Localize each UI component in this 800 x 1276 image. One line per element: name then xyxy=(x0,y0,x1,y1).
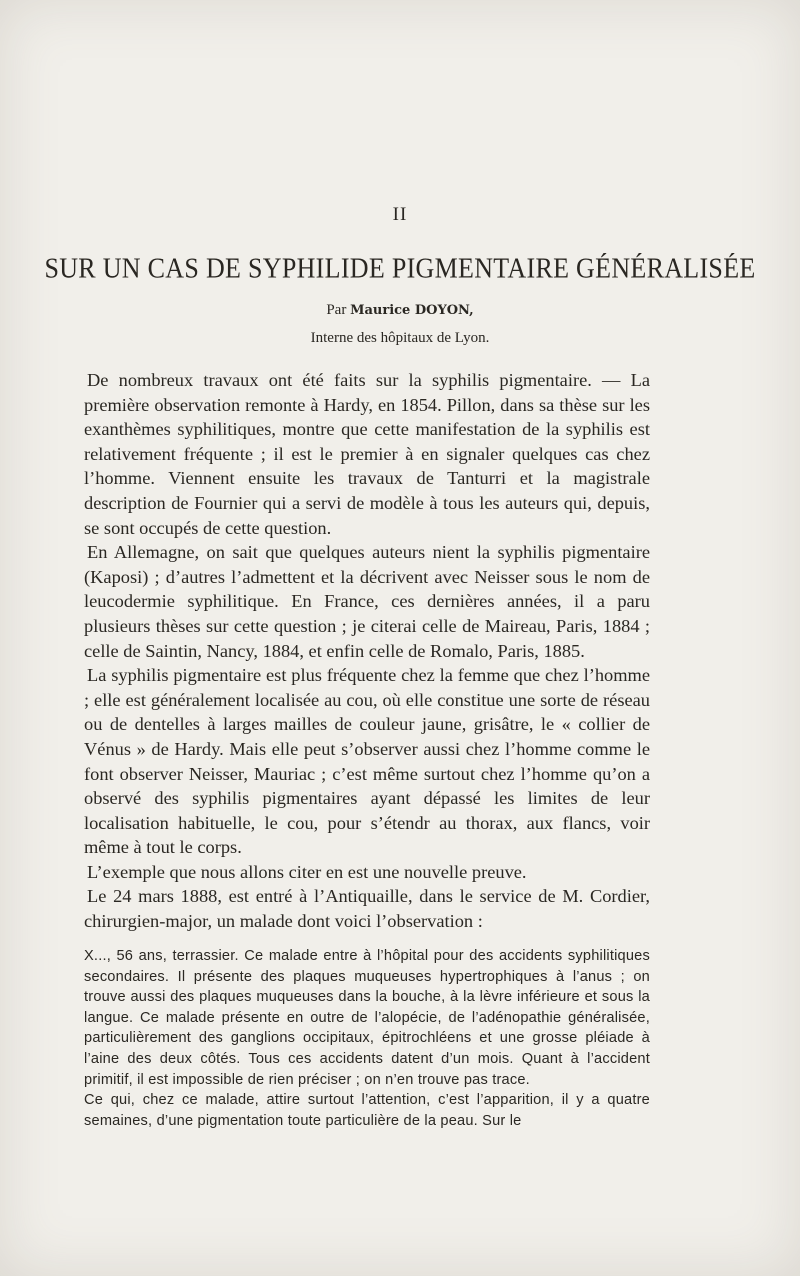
section-number: II xyxy=(392,204,408,225)
observation-paragraph: Ce qui, chez ce malade, attire surtout l’attention, c’est l’apparition, il y a quatre semaines, d’une pigmentation toute particulière de la peau. Sur le xyxy=(84,1092,650,1129)
main-text xyxy=(84,368,650,934)
author-affiliation: Interne des hôpitaux de Lyon. xyxy=(310,330,490,346)
observation-paragraph: X..., 56 ans, terrassier. Ce malade entre à l’hôpital pour des accidents syphilitiques secondaires. Il présente des plaques muqueuses hypertrophiques à l’anus ; on trouve aussi des plaques muqueuses dans la bouche, à la lèvre inférieure et sous la langue. Ce malade présente en outre de l’alopécie, de l’adénopathie généralisée, particulièrement des ganglions occipitaux, épitrochléens et une grosse pléiade à l’aine des deux côtés. Tous ces accidents datent d’un mois. Quant à l’accident primitif, il est impossible de rien préciser ; on n’en trouve pas trace. xyxy=(84,948,650,1088)
paragraph: L’exemple que nous allons citer en est une nouvelle preuve. xyxy=(87,861,527,882)
author-name: Maurice DOYON, xyxy=(350,303,474,318)
paragraph: Le 24 mars 1888, est entré à l’Antiquaille, dans le service de M. Cordier, chirurgien-major, un malade dont voici l’observation : xyxy=(84,886,650,932)
byline-prefix: Par xyxy=(326,302,347,318)
article-title: SUR UN CAS DE SYPHILIDE PIGMENTAIRE GÉNÉRALISÉE xyxy=(44,252,756,285)
paragraph: De nombreux travaux ont été faits sur la syphilis pigmentaire. — La première observation remonte à Hardy, en 1854. Pillon, dans sa thèse sur les exanthèmes syphilitiques, montre que cette manifestation de la syphilis est relativement fréquente ; il est le premier à en signaler quelques cas chez l’homme. Viennent ensuite les travaux de Tanturri et la magistrale description de Fournier qui a servi de modèle à tous les auteurs qui, depuis, se sont occupés de cette question. xyxy=(84,370,650,538)
byline xyxy=(0,302,800,319)
observation-text xyxy=(84,946,650,1131)
paragraph: En Allemagne, on sait que quelques auteurs nient la syphilis pigmentaire (Kaposi) ; d’autres l’admettent et la décrivent avec Neisser sous le nom de leucodermie syphilitique. En France, ces dernières années, il a paru plusieurs thèses sur cette question ; je citerai celle de Maireau, Paris, 1884 ; celle de Saintin, Nancy, 1884, et enfin celle de Romalo, Paris, 1885. xyxy=(84,542,650,661)
paragraph: La syphilis pigmentaire est plus fréquente chez la femme que chez l’homme ; elle est généralement localisée au cou, où elle constitue une sorte de réseau ou de dentelles à larges mailles de couleur jaune, grisâtre, le « collier de Vénus » de Hardy. Mais elle peut s’observer aussi chez l’homme comme le font observer Neisser, Mauriac ; c’est même surtout chez l’homme qu’on a observé des syphilis pigmentaires ayant dépassé les limites de leur localisation habituelle, le cou, pour s’étendr au thorax, aux flancs, voir même à tout le corps. xyxy=(84,665,650,858)
